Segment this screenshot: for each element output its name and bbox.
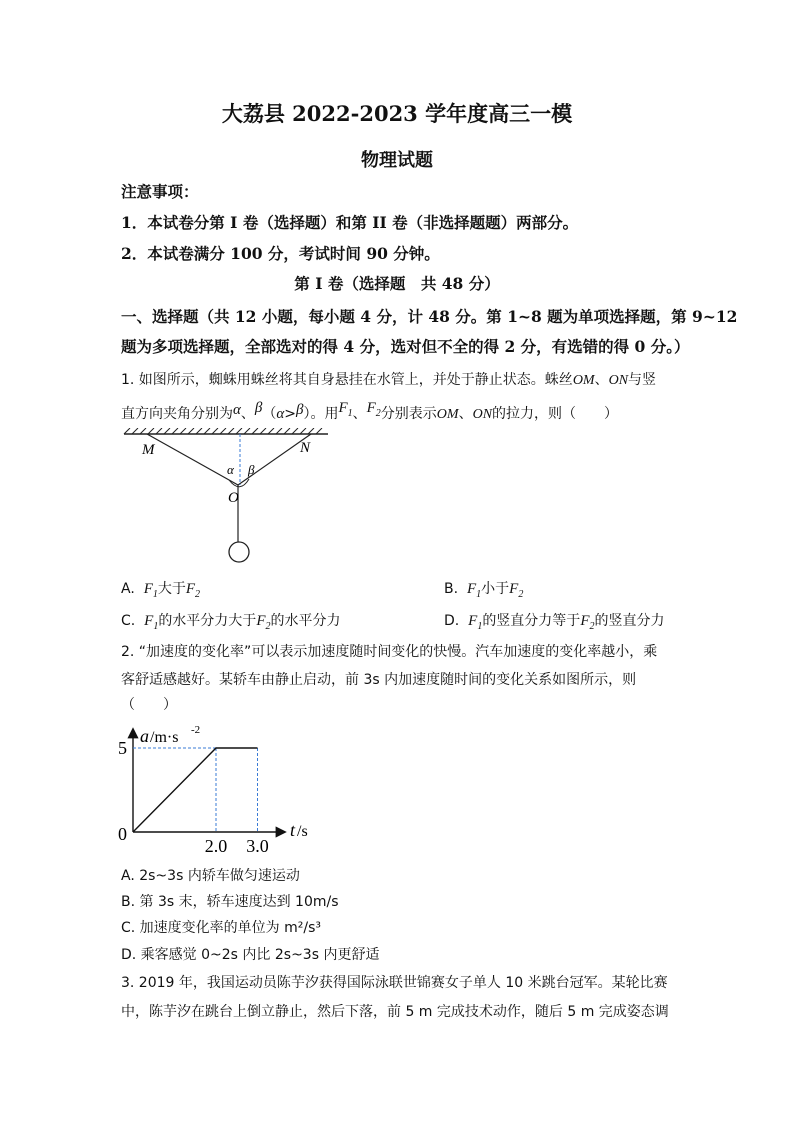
notes-item-2: 2．本试卷满分 100 分，考试时间 90 分钟。	[121, 244, 440, 263]
option-b-text: 小于	[481, 581, 510, 597]
q2-line3: （ ）	[121, 697, 177, 713]
q2-option-d: D. 乘客感觉 0~2s 内比 2s~3s 内更舒适	[121, 947, 380, 963]
x-axis-label-unit: /s	[297, 823, 308, 840]
label-beta: β	[248, 462, 255, 477]
q2-line1: 2. “加速度的变化率”可以表示加速度随时间变化的快慢。汽车加速度的变化率越小，乘	[121, 644, 658, 660]
section-instruction-line1: 一、选择题（共 12 小题，每小题 4 分，计 48 分。第 1~8 题为单项选择题，第 9~12	[121, 307, 738, 326]
q1-option-a	[121, 578, 200, 600]
section-instruction-line2: 题为多项选择题，全部选对的得 4 分，选对但不全的得 2 分，有选错的得 0 分。）	[121, 337, 690, 356]
q1-dun: 、	[240, 406, 255, 422]
q1-f2: $F_2$	[366, 400, 381, 419]
exam-title: 大荔县 2022-2023 学年度高三一模	[221, 101, 573, 126]
q1-paren-open: （	[262, 406, 277, 422]
origin-label: 0	[118, 824, 127, 844]
q2-option-c: C. 加速度变化率的单位为 m²/s³	[121, 920, 321, 936]
option-a-text: 大于	[157, 581, 186, 597]
option-c-f2: $F_2$	[256, 613, 271, 632]
x-axis-label-symbol: t	[290, 820, 296, 840]
q2-line2: 客舒适感越好。某轿车由静止启动，前 3s 内加速度随时间的变化关系如图所示，则	[121, 672, 637, 688]
option-d-text2: 的竖直分力	[594, 613, 665, 629]
q3-line2: 中，陈芋汐在跳台上倒立静止，然后下落，前 5 m 完成技术动作，随后 5 m 完成姿态调	[121, 1004, 669, 1020]
q1-sep: 、	[594, 372, 609, 388]
exam-subject: 物理试题	[361, 150, 433, 171]
y-tick-5: 5	[118, 738, 127, 758]
q1-line1-end: 与竖	[628, 372, 657, 388]
q1-f1: $F_1$	[338, 400, 353, 419]
y-axis-label-unit: /m·s	[150, 729, 179, 746]
q1-on2: ON	[472, 407, 493, 422]
q1-line2	[121, 400, 618, 423]
thread-om	[147, 434, 238, 485]
option-a-f2: $F_2$	[185, 581, 201, 600]
q1-spider-figure	[118, 428, 333, 568]
q1-option-b	[444, 578, 523, 600]
angle-arc	[229, 479, 249, 487]
series-a-t	[133, 748, 258, 832]
q1-line1-text: 1. 如图所示，蜘蛛用蛛丝将其自身悬挂在水管上，并处于静止状态。蛛丝	[121, 372, 573, 388]
q1-alpha2: α	[276, 406, 285, 422]
spider-ball	[229, 542, 249, 562]
option-c-text1: 的水平分力大于	[158, 613, 257, 629]
option-c-f1: $F_1$	[144, 613, 159, 632]
label-alpha: α	[227, 462, 234, 477]
q1-option-c	[121, 610, 340, 632]
option-a-f1: $F_1$	[143, 581, 158, 600]
option-d-f1: $F_1$	[468, 613, 483, 632]
option-b-f2: $F_2$	[509, 581, 524, 600]
option-c-label: C.	[121, 613, 136, 629]
option-a-label: A.	[121, 581, 135, 597]
q1-gt: >	[284, 406, 296, 422]
notes-item-1: 1．本试卷分第 I 卷（选择题）和第 II 卷（非选择题题）两部分。	[121, 213, 579, 232]
y-axis-label-exp: -2	[191, 724, 201, 736]
option-c-text2: 的水平分力	[270, 613, 341, 629]
q1-om: OM	[572, 373, 595, 388]
q1-alpha: α	[233, 402, 241, 418]
label-m: M	[142, 442, 155, 458]
q1-line2-a: 直方向夹角分别为	[121, 406, 233, 422]
pipe-hatching	[124, 428, 322, 434]
option-d-text1: 的竖直分力等于	[482, 613, 581, 629]
q1-line2-c: 的拉力，则（ ）	[492, 406, 619, 422]
q1-paren-close: ）。用	[303, 406, 339, 422]
q1-option-d	[444, 610, 664, 632]
label-o: O	[228, 490, 239, 506]
option-b-f1: $F_1$	[466, 581, 482, 600]
option-b-label: B.	[444, 581, 459, 597]
q3-line1: 3. 2019 年，我国运动员陈芋汐获得国际泳联世锦赛女子单人 10 米跳台冠军。某轮比赛	[121, 975, 668, 991]
y-axis-label-symbol: a	[140, 726, 149, 746]
q2-acceleration-chart	[112, 718, 322, 858]
option-d-f2: $F_2$	[580, 613, 595, 632]
q1-sep3: 、	[458, 406, 473, 422]
q1-om2: OM	[436, 407, 459, 422]
q1-line2-b: 分别表示	[380, 406, 437, 422]
q1-beta2: β	[295, 402, 304, 418]
q1-sep2: 、	[352, 406, 367, 422]
q1-beta: β	[254, 400, 263, 416]
notes-heading: 注意事项：	[121, 182, 199, 201]
x-tick-3: 3.0	[246, 836, 269, 856]
q1-line1	[121, 369, 656, 389]
section-heading: 第 I 卷（选择题 共 48 分）	[294, 274, 500, 293]
label-n: N	[300, 440, 311, 456]
q1-on: ON	[608, 373, 629, 388]
q2-option-b: B. 第 3s 末，轿车速度达到 10m/s	[121, 894, 339, 910]
x-tick-2: 2.0	[204, 836, 228, 856]
q2-option-a: A. 2s~3s 内轿车做匀速运动	[121, 868, 300, 884]
option-d-label: D.	[444, 613, 460, 629]
